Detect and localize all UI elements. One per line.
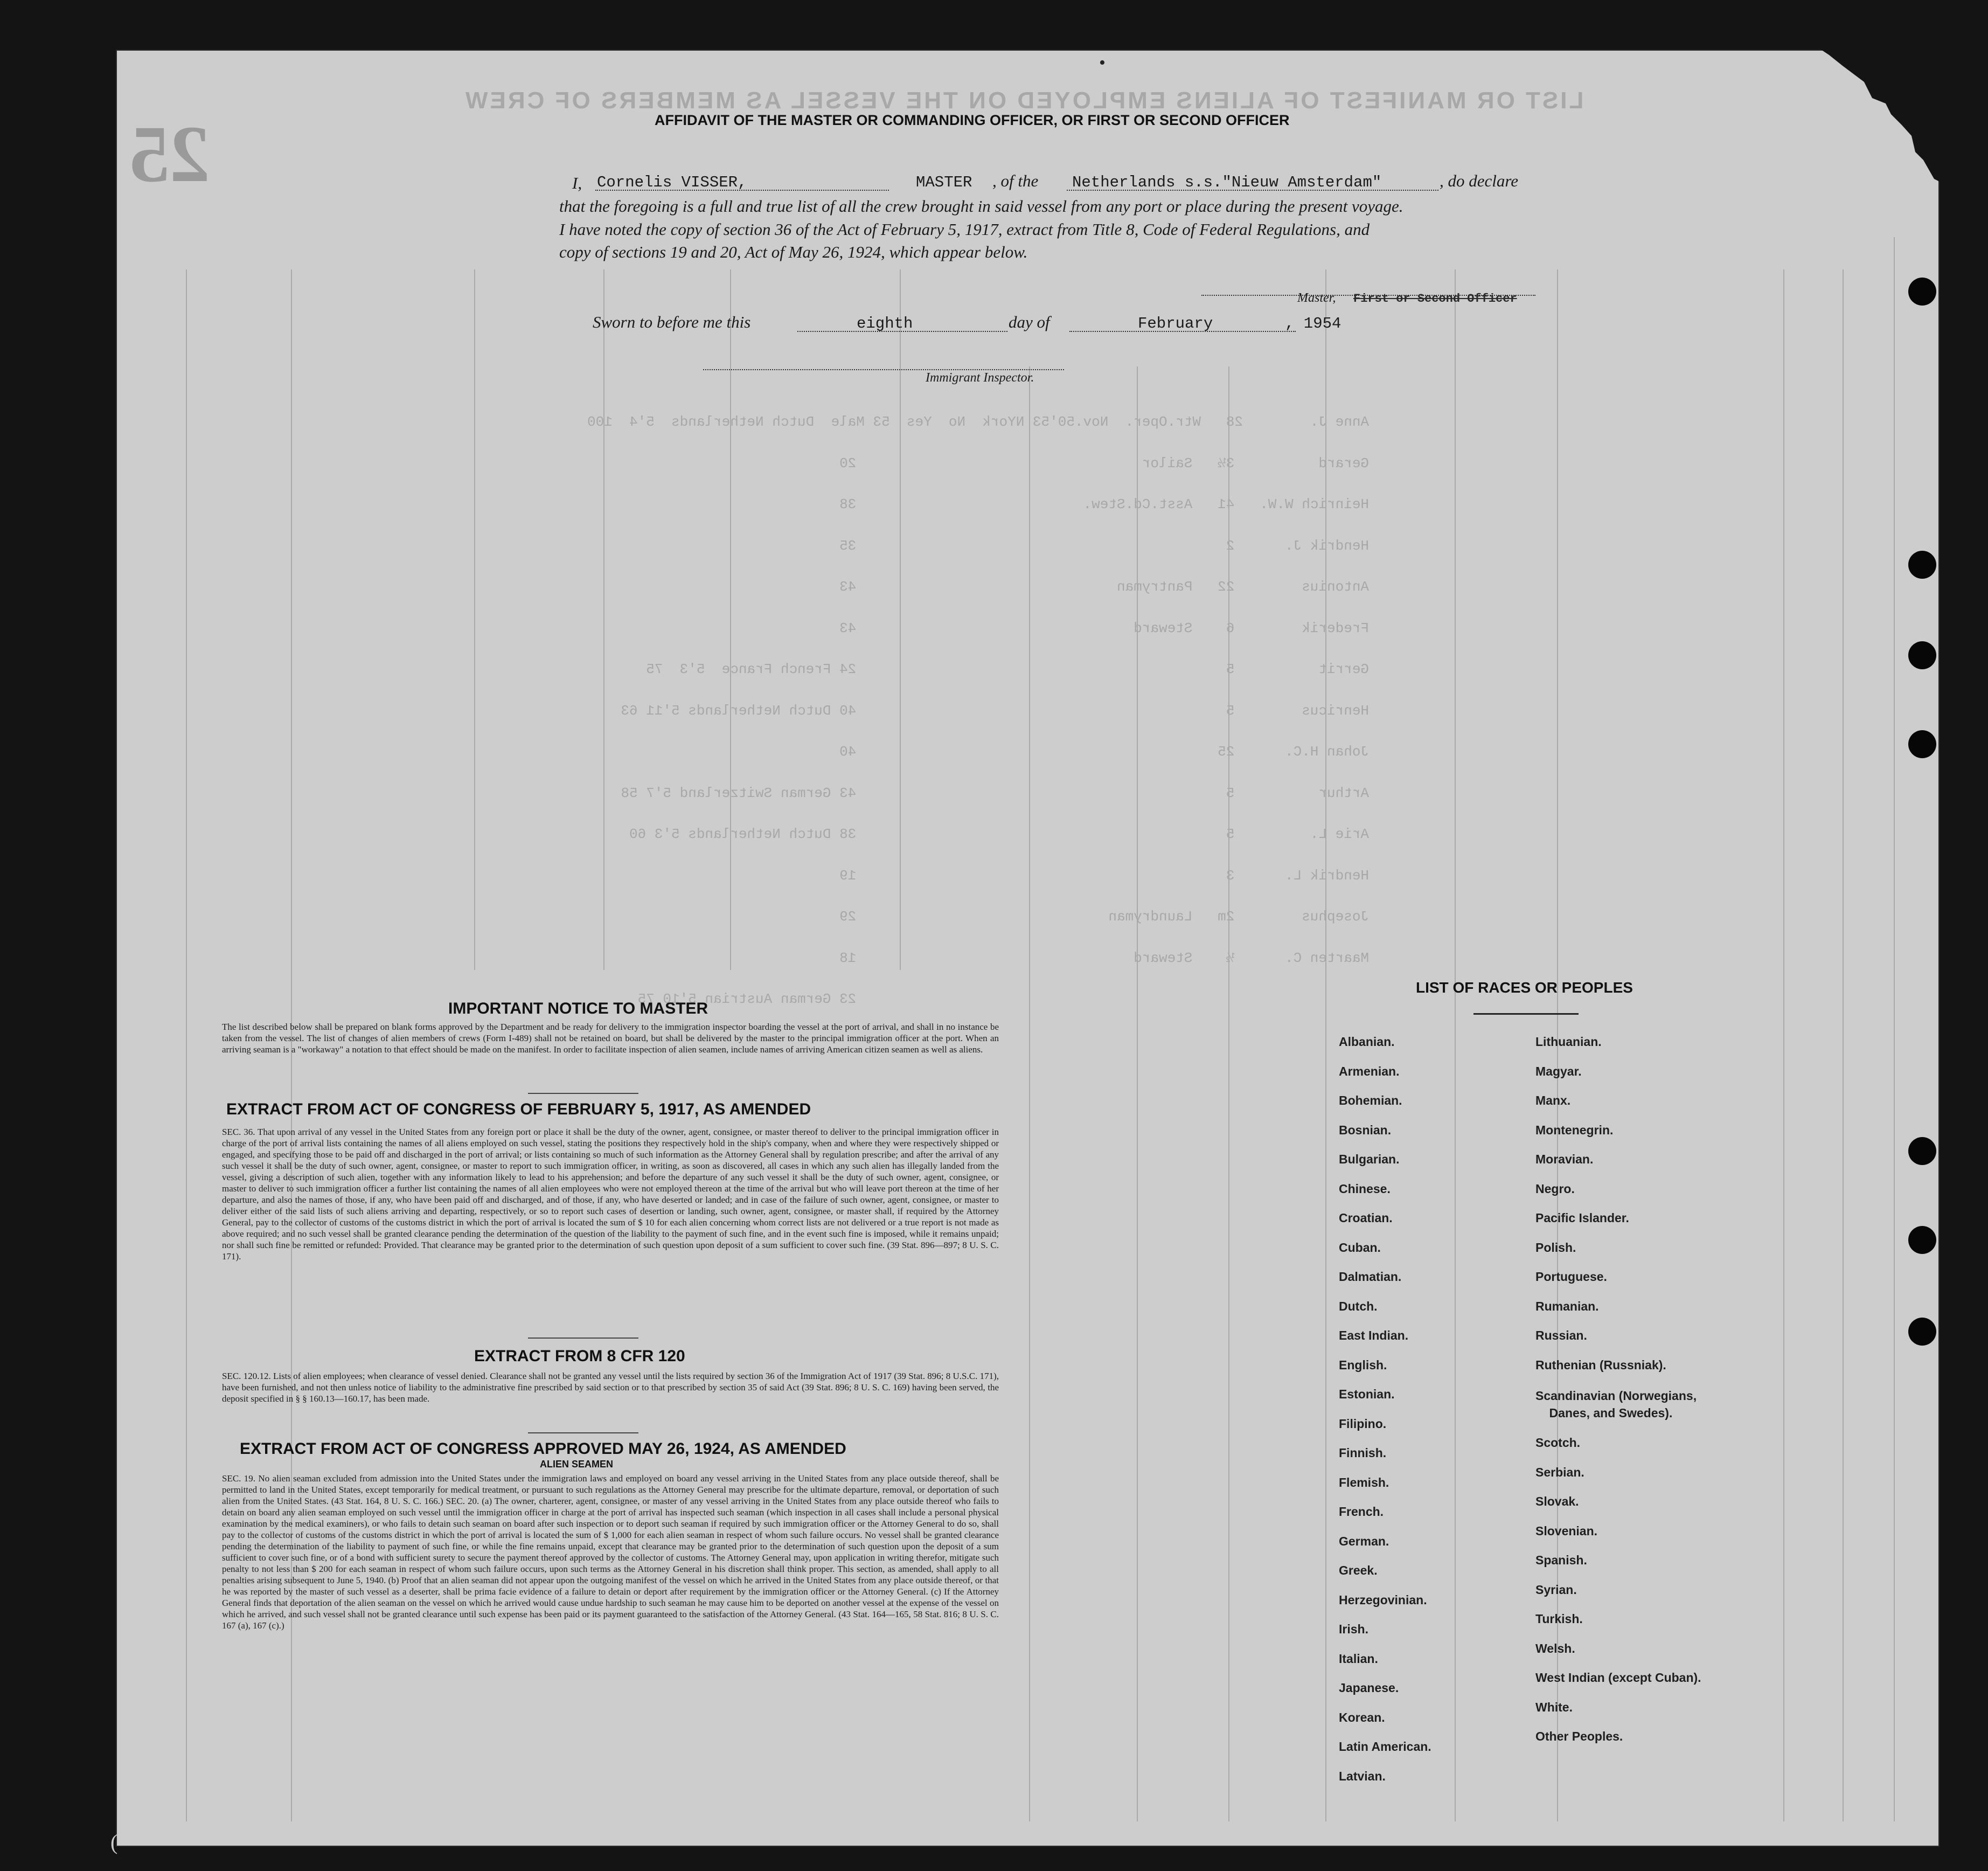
punch-hole (1908, 1318, 1936, 1346)
race-item: Bohemian. (1339, 1093, 1402, 1107)
race-item: Other Peoples. (1535, 1729, 1623, 1743)
affidavit-rank: MASTER (916, 174, 972, 191)
affidavit-line-4: copy of sections 19 and 20, Act of May 26, 1924, which appear below. (559, 242, 1028, 261)
punch-hole (1908, 641, 1936, 669)
bleed-through-page-number: 25 (129, 109, 210, 199)
race-item: Spanish. (1535, 1553, 1587, 1567)
race-item: Latvian. (1339, 1769, 1386, 1783)
master-signature-struck: First or Second Officer (1353, 292, 1517, 306)
race-item: West Indian (except Cuban). (1535, 1671, 1701, 1685)
race-item: Lithuanian. (1535, 1035, 1602, 1049)
race-item: Armenian. (1339, 1064, 1400, 1078)
notice-text: The list described below shall be prepared on blank forms approved by the Department and be ready for delivery to the immigration inspector boarding the vessel at the port of arrival, and shall in no instance be taken from the vessel. The list of changes of alien members of crews (Form I-489) shall not be retained on board, but shall be delivered by the master to the principal immigration officer at the port. When an arriving seaman is a "workaway" a notation to that effect should be made on the manifest. In order to facilitate inspection of alien seamen, include names of arriving American citizen seamen as well as aliens. (222, 1022, 999, 1055)
races-title: LIST OF RACES OR PEOPLES (1416, 979, 1633, 996)
race-item: Dalmatian. (1339, 1270, 1402, 1284)
race-item: Pacific Islander. (1535, 1211, 1629, 1225)
races-title-rule (1473, 1013, 1579, 1015)
extract-cfr-title: EXTRACT FROM 8 CFR 120 (474, 1347, 685, 1365)
bleed-through-rows: Anne J. 28 Wtr.Oper. Nov.50'53 NYork No Yes 53 Male Dutch Netherlands 5'4 100 Gerard 3½ Sailor 20 Heinrich W.W. 41 Asst.Cd.Stew. 38 Hendrik J. 2 35 Antonius 22 Pantryman 43 Frederik 6 Steward 43 Gerrit 5 24 French France 5'3 75 Henricus 5 40 Dutch Netherlands 5'11 63 Johan H.C. 25 40 Arthur 5 43 German Switzerland 5'7 58 Arie L. 5 38 Dutch Netherlands 5'3 60 Hendrik L. 3 19 Josephus 2m Laundryman 29 Maarten C. ½ Steward 18 23 German Austrian 5'10 75 (587, 414, 1370, 1007)
torn-corner (1821, 50, 1945, 184)
extract-1917-text: SEC. 36. That upon arrival of any vessel in the United States from any foreign port or place it shall be the duty of the owner, agent, consignee, or master thereof to deliver to the principal immigration officer in charge of the port of arrival lists containing the names of all aliens employed on such vessel, stating the positions they respectively hold in the ship's company, when and where they were respectively shipped or engaged, and specifying those to be paid off and discharged in the port of arrival; or lists containing so much of such information as the Attorney General shall by regulation prescribe; and after the arrival of any such vessel it shall be the duty of such owner, agent, consignee, or master to report to such immigration officer, in writing, as soon as discovered, all cases in which any such alien has illegally landed from the vessel, giving a description of such alien, together with any information likely to lead to his apprehension; and before the departure of any such vessel it shall be the duty of such owner, agent, consignee, or master to deliver to such immigration officer a further list containing the names of all alien employees who were not employed thereon at the time of the arrival but who will leave port thereon at the time of her departure, and also the names of those, if any, who have been paid off and discharged, and of those, if any, who have deserted or landed; and in case of the failure of such owner, agent, consignee, or master to deliver either of the said lists of such aliens arriving and departing, respectively, or so to report such cases of desertion or landing, such owner, agent, consignee, or master shall, if required by the Attorney General, pay to the collector of customs of the customs district in which the port of arrival is located the sum of $ 10 for each alien concerning whom correct lists are not delivered or a true report is not made as above required; and no such vessel shall be granted clearance pending the determination of the question of the liability to the payment of such fine, and in the event such fine is imposed, while it remains unpaid; nor shall such fine be remitted or refunded: Provided. That clearance may be granted prior to the determination of such question upon deposit of a sum sufficient to cover such fine. (39 Stat. 896—897; 8 U. S. C. 171). (222, 1127, 999, 1262)
race-item: Russian. (1535, 1328, 1587, 1342)
race-item: Ruthenian (Russniak). (1535, 1357, 1666, 1372)
race-item: German. (1339, 1534, 1389, 1548)
race-item: Scotch. (1535, 1436, 1581, 1450)
race-item: Scandinavian (Norwegians, Danes, and Swedes). (1535, 1389, 1697, 1420)
race-item: Bosnian. (1339, 1122, 1392, 1137)
race-item: Chinese. (1339, 1181, 1391, 1196)
sworn-month: February (1138, 315, 1213, 332)
affidavit-vessel: Netherlands s.s."Nieuw Amsterdam" (1072, 174, 1382, 191)
race-item: Welsh. (1535, 1641, 1575, 1655)
race-item: Greek. (1339, 1563, 1378, 1577)
extract-1924-title: EXTRACT FROM ACT OF CONGRESS APPROVED MAY 26, 1924, AS AMENDED (240, 1440, 846, 1458)
race-item: Montenegrin. (1535, 1122, 1614, 1137)
column-line (1783, 269, 1784, 1821)
extract-1924-subtitle: ALIEN SEAMEN (540, 1459, 614, 1470)
races-column-left (1339, 1035, 1431, 1798)
race-item: Magyar. (1535, 1064, 1582, 1078)
race-item: Rumanian. (1535, 1299, 1599, 1313)
punch-hole (1908, 1226, 1936, 1254)
sworn-year: , 1954 (1285, 315, 1341, 332)
race-item: Manx. (1535, 1093, 1571, 1107)
affidavit-title: AFFIDAVIT OF THE MASTER OR COMMANDING OFFICER, OR FIRST OR SECOND OFFICER (655, 112, 1290, 128)
signature-line (703, 369, 1064, 370)
race-item: Turkish. (1535, 1612, 1583, 1626)
sworn-day: eighth (857, 315, 913, 332)
race-item: Korean. (1339, 1710, 1385, 1724)
affidavit-declare: , do declare (1440, 171, 1519, 190)
race-item: Syrian. (1535, 1582, 1577, 1597)
race-item: Serbian. (1535, 1465, 1584, 1479)
extract-1924-text: SEC. 19. No alien seaman excluded from admission into the United States under the immigration laws and employed on board any vessel arriving in the United States from any place outside thereof, shall be permitted to land in the United States, except temporarily for medical treatment, or pursuant to such regulations as the Attorney General may prescribe for the ultimate departure, removal, or deportation of such alien from the United States. (43 Stat. 164, 8 U. S. C. 166.) SEC. 20. (a) The owner, charterer, agent, consignee, or master of any vessel arriving in the United States from any place outside thereof who fails to detain on board any alien seaman employed on such vessel until the immigration officer in charge at the port of arrival has inspected such seaman (which inspection in all cases shall include a personal physical examination by the medical examiners), or who fails to detain such seaman on board after such inspection or to deport such seaman if required by such immigration officer or the Attorney General to do so, shall pay to the collector of customs of the customs district in which the port of arrival is located the sum of $ 1,000 for each alien seaman in respect of whom such failure occurs. No vessel shall be granted clearance pending the determination of the liability to payment of such fine, or while the fine remains unpaid, except that clearance may be granted prior to the determination of such question upon the deposit of a sum sufficient to cover such fine, or of a bond with sufficient surety to secure the payment thereof approved by the collector of customs. The Attorney General may, upon application in writing therefor, mitigate such penalty to not less than $ 200 for each seaman in respect of whom such failure occurs, upon such terms as the Attorney General in his discretion shall think proper. This section, as amended, shall apply to all penalties arising subsequent to June 5, 1940. (b) Proof that an alien seaman did not appear upon the outgoing manifest of the vessel on which he arrived in the United States from any place outside thereof, or that he was reported by the master of such vessel as a deserter, shall be prima facie evidence of a failure to detain or deport after requirement by the immigration officer or the Attorney General. (c) If the Attorney General finds that deportation of the alien seaman on the vessel on which he arrived would cause undue hardship to such seaman he may cause him to be deported on another vessel at the expense of the vessel on which he arrived, and such vessel shall not be granted clearance until such expense has been paid or its payment guaranteed to the satisfaction of the Attorney General. (43 Stat. 164—165, 58 Stat. 816; 8 U. S. C. 167 (a), 167 (c).) (222, 1473, 999, 1631)
affidavit-master-name: Cornelis VISSER, (597, 174, 747, 191)
races-column-right (1535, 1035, 1701, 1759)
notice-title: IMPORTANT NOTICE TO MASTER (448, 1000, 708, 1017)
master-signature-label: Master, (1297, 291, 1336, 305)
extract-cfr-text: SEC. 120.12. Lists of alien employees; when clearance of vessel denied. Clearance shall not be granted any vessel until the lists required by section 36 of the Immigration Act of 1917 (39 Stat. 896; 8 U.S.C. 171), have been furnished, and not then unless notice of liability to the administrative fine prescribed by said section or to that prescribed by section 35 of said Act (39 Stat. 896; 8 U. S. C. 169) having been served, the deposit specified in § § 160.13—160.17, has been made. (222, 1371, 999, 1404)
dotted-rule (1069, 331, 1296, 332)
race-item: Latin American. (1339, 1740, 1431, 1754)
race-item: Portuguese. (1535, 1270, 1607, 1284)
affidavit-of-the: , of the (992, 171, 1039, 190)
immigrant-inspector-label: Immigrant Inspector. (926, 371, 1034, 385)
punch-hole (1908, 551, 1936, 579)
race-item: Finnish. (1339, 1446, 1387, 1460)
race-item: Herzegovinian. (1339, 1592, 1427, 1607)
bottom-left-mark: ( (110, 1830, 118, 1854)
race-item: Flemish. (1339, 1475, 1389, 1489)
column-line (1455, 269, 1456, 1821)
dotted-rule (1067, 190, 1438, 191)
sworn-label: Sworn to before me this (593, 313, 751, 331)
punch-hole (1908, 1137, 1936, 1165)
race-item: Moravian. (1535, 1152, 1594, 1166)
column-line (1843, 269, 1844, 1821)
race-item: Estonian. (1339, 1387, 1395, 1401)
punch-hole (1908, 730, 1936, 758)
race-item: Slovak. (1535, 1494, 1579, 1508)
column-line (474, 269, 475, 970)
race-item: Dutch. (1339, 1299, 1378, 1313)
day-of-label: day of (1009, 313, 1050, 331)
affidavit-line-2: that the foregoing is a full and true list of all the crew brought in said vessel from any port or place during the present voyage. (559, 197, 1403, 216)
dotted-rule (595, 190, 889, 191)
race-item: French. (1339, 1505, 1384, 1519)
race-item: Bulgarian. (1339, 1152, 1400, 1166)
race-item: East Indian. (1339, 1328, 1409, 1342)
dotted-rule (797, 331, 1007, 332)
race-item: Irish. (1339, 1622, 1368, 1636)
divider (528, 1093, 638, 1094)
race-item: Filipino. (1339, 1416, 1387, 1431)
bleed-through-header: LIST OR MANIFEST OF ALIENS EMPLOYED ON THE VESSEL AS MEMBERS OF CREW (463, 87, 1584, 114)
race-item: Slovenian. (1535, 1523, 1598, 1538)
column-line (1894, 237, 1895, 1821)
race-item: Cuban. (1339, 1240, 1381, 1255)
race-item: Croatian. (1339, 1211, 1393, 1225)
race-item: English. (1339, 1357, 1387, 1372)
race-item: White. (1535, 1700, 1573, 1714)
extract-1917-title: EXTRACT FROM ACT OF CONGRESS OF FEBRUARY 5, 1917, AS AMENDED (226, 1100, 811, 1118)
race-item: Polish. (1535, 1240, 1576, 1255)
column-line (186, 269, 187, 1821)
race-item: Albanian. (1339, 1035, 1395, 1049)
affidavit-line-3: I have noted the copy of section 36 of the Act of February 5, 1917, extract from Title 8, Code of Federal Regulations, and (559, 220, 1370, 239)
race-item: Negro. (1535, 1181, 1575, 1196)
divider (528, 1432, 638, 1433)
race-item: Italian. (1339, 1651, 1378, 1666)
affidavit-declarant-label: I, (572, 174, 582, 192)
race-item: Japanese. (1339, 1681, 1399, 1695)
punch-hole (1908, 278, 1936, 306)
top-mark: • (1099, 53, 1106, 73)
divider (528, 1338, 638, 1339)
